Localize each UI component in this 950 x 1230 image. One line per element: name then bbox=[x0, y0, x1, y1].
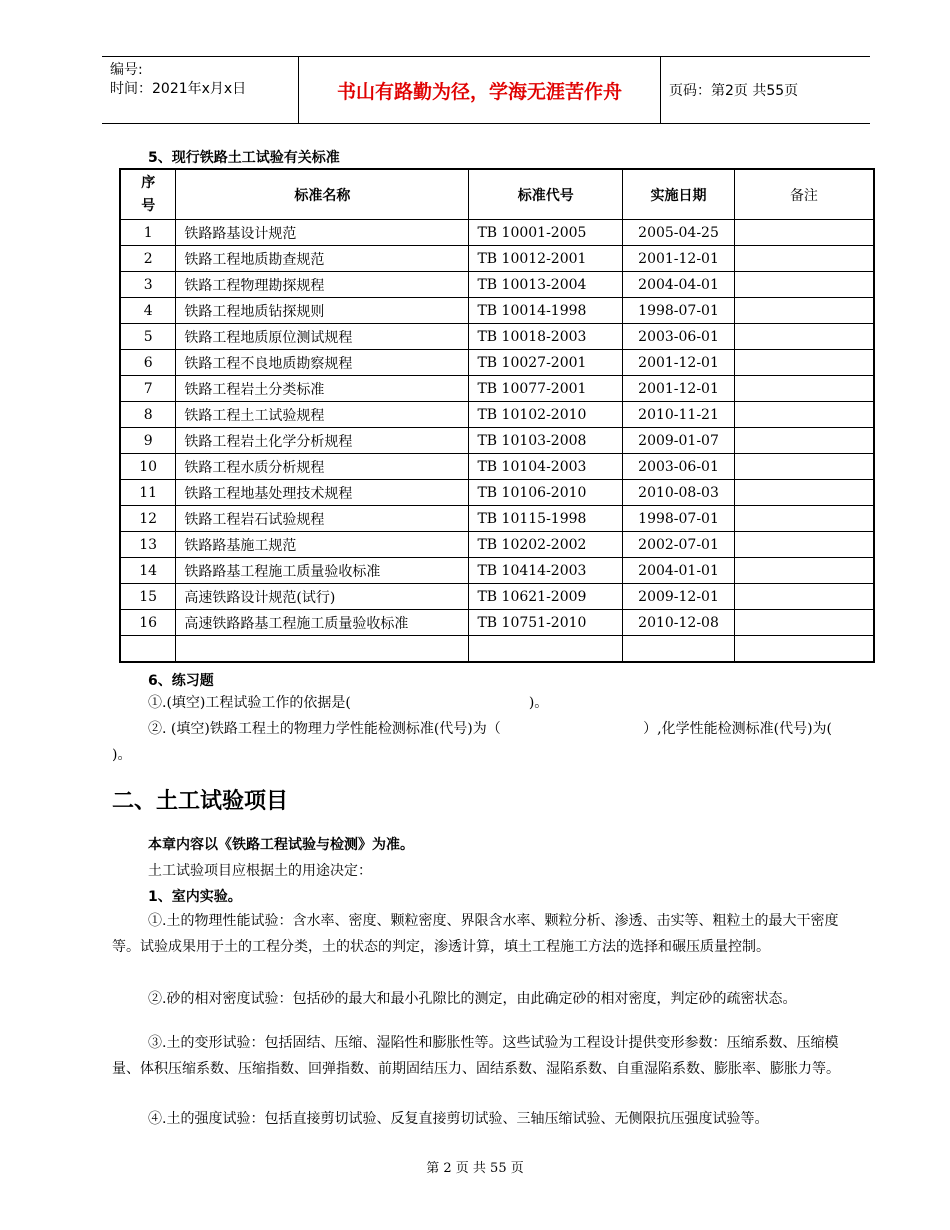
cell-code: TB 10027-2001 bbox=[469, 350, 623, 376]
cell-no: 1 bbox=[120, 220, 176, 246]
cell-code: TB 10414-2003 bbox=[469, 558, 623, 584]
cell-code: TB 10018-2003 bbox=[469, 324, 623, 350]
cell-code: TB 10621-2009 bbox=[469, 584, 623, 610]
cell-no: 5 bbox=[120, 324, 176, 350]
item-3: ③.土的变形试验：包括固结、压缩、湿陷性和膨胀性等。这些试验为工程设计提供变形参数：压缩系数、压缩模量、体积压缩系数、压缩指数、回弹指数、前期固结压力、固结系数、湿陷系数、自重湿陷系数、膨胀率、膨胀力等。 bbox=[112, 1035, 840, 1077]
cell-no: 15 bbox=[120, 584, 176, 610]
cell-no: 13 bbox=[120, 532, 176, 558]
cell-note bbox=[734, 428, 874, 454]
cell-name: 铁路工程水质分析规程 bbox=[176, 454, 469, 480]
col-header-no: 序号 bbox=[120, 169, 176, 220]
cell-note bbox=[734, 506, 874, 532]
cell-note bbox=[734, 558, 874, 584]
chapter-paragraph: 土工试验项目应根据土的用途决定： bbox=[148, 863, 372, 879]
table-row bbox=[120, 402, 874, 428]
cell-code: TB 10012-2001 bbox=[469, 246, 623, 272]
table-row bbox=[120, 272, 874, 298]
exercise-2: ②. (填空)铁路工程土的物理力学性能检测标准(代号)为（ ）,化学性能检测标准(代号)为( )。 bbox=[112, 721, 877, 763]
cell-note bbox=[734, 350, 874, 376]
cell-note bbox=[734, 454, 874, 480]
table-row bbox=[120, 454, 874, 480]
cell-no: 3 bbox=[120, 272, 176, 298]
cell-no: 11 bbox=[120, 480, 176, 506]
chapter-intro: 本章内容以《铁路工程试验与检测》为准。 bbox=[148, 837, 414, 853]
cell-no: 8 bbox=[120, 402, 176, 428]
cell-name: 铁路路基工程施工质量验收标准 bbox=[176, 558, 469, 584]
cell-no: 2 bbox=[120, 246, 176, 272]
cell-code: TB 10102-2010 bbox=[469, 402, 623, 428]
cell-date: 2010-11-21 bbox=[623, 402, 735, 428]
col-header-code: 标准代号 bbox=[469, 169, 623, 220]
cell-no: 6 bbox=[120, 350, 176, 376]
page-header bbox=[102, 56, 870, 124]
header-motto: 书山有路勤为径，学海无涯苦作舟 bbox=[336, 81, 622, 103]
cell-name: 铁路工程地基处理技术规程 bbox=[176, 480, 469, 506]
cell-date: 2010-12-08 bbox=[623, 610, 735, 636]
table-header-row bbox=[120, 169, 874, 220]
cell-date: 2002-07-01 bbox=[623, 532, 735, 558]
indoor-title: 1、室内实验。 bbox=[148, 889, 242, 905]
col-header-name: 标准名称 bbox=[176, 169, 469, 220]
cell-no: 16 bbox=[120, 610, 176, 636]
cell-name: 铁路工程地质勘查规范 bbox=[176, 246, 469, 272]
section-5-title: 5、现行铁路土工试验有关标准 bbox=[148, 150, 340, 166]
col-header-note: 备注 bbox=[734, 169, 874, 220]
table-row bbox=[120, 376, 874, 402]
header-time: 时间：2021年x月x日 bbox=[110, 81, 247, 97]
standards-table bbox=[119, 168, 875, 663]
cell-code: TB 10103-2008 bbox=[469, 428, 623, 454]
table-row bbox=[120, 558, 874, 584]
section-6-title: 6、练习题 bbox=[148, 673, 214, 689]
cell-date: 2001-12-01 bbox=[623, 350, 735, 376]
cell-no: 9 bbox=[120, 428, 176, 454]
cell-code: TB 10202-2002 bbox=[469, 532, 623, 558]
table-row bbox=[120, 428, 874, 454]
cell-note bbox=[734, 532, 874, 558]
cell-name: 铁路路基施工规范 bbox=[176, 532, 469, 558]
cell-date: 1998-07-01 bbox=[623, 506, 735, 532]
exercise-1: ①.(填空)工程试验工作的依据是( )。 bbox=[148, 695, 549, 711]
cell-code: TB 10104-2003 bbox=[469, 454, 623, 480]
cell-no: 4 bbox=[120, 298, 176, 324]
cell-name: 铁路工程地质原位测试规程 bbox=[176, 324, 469, 350]
cell-note bbox=[734, 610, 874, 636]
table-row bbox=[120, 584, 874, 610]
cell-code: TB 10106-2010 bbox=[469, 480, 623, 506]
header-number: 编号: bbox=[110, 62, 143, 78]
item-1: ①.土的物理性能试验：含水率、密度、颗粒密度、界限含水率、颗粒分析、渗透、击实等、粗粒土的最大干密度等。试验成果用于土的工程分类，土的状态的判定，渗透计算，填土工程施工方法的选择和碾压质量控制。 bbox=[112, 913, 839, 955]
table-row bbox=[120, 610, 874, 636]
table-row bbox=[120, 506, 874, 532]
cell-date: 2001-12-01 bbox=[623, 246, 735, 272]
cell-code: TB 10077-2001 bbox=[469, 376, 623, 402]
table-row bbox=[120, 480, 874, 506]
cell-date: 1998-07-01 bbox=[623, 298, 735, 324]
cell-name: 高速铁路路基工程施工质量验收标准 bbox=[176, 610, 469, 636]
cell-date: 2004-01-01 bbox=[623, 558, 735, 584]
cell-note bbox=[734, 298, 874, 324]
cell-date: 2005-04-25 bbox=[623, 220, 735, 246]
header-divider bbox=[660, 57, 661, 123]
table-row bbox=[120, 324, 874, 350]
cell-name: 铁路工程不良地质勘察规程 bbox=[176, 350, 469, 376]
cell-note bbox=[734, 402, 874, 428]
cell-date: 2003-06-01 bbox=[623, 454, 735, 480]
cell-date: 2004-04-01 bbox=[623, 272, 735, 298]
cell-date: 2001-12-01 bbox=[623, 376, 735, 402]
table-row bbox=[120, 220, 874, 246]
table-row-empty bbox=[120, 636, 874, 663]
cell-date: 2009-01-07 bbox=[623, 428, 735, 454]
cell-date: 2003-06-01 bbox=[623, 324, 735, 350]
cell-note bbox=[734, 272, 874, 298]
cell-code: TB 10013-2004 bbox=[469, 272, 623, 298]
cell-code: TB 10115-1998 bbox=[469, 506, 623, 532]
cell-note bbox=[734, 246, 874, 272]
cell-note bbox=[734, 376, 874, 402]
chapter-title: 二、土工试验项目 bbox=[112, 789, 289, 814]
cell-note bbox=[734, 584, 874, 610]
table-row bbox=[120, 298, 874, 324]
cell-name: 铁路路基设计规范 bbox=[176, 220, 469, 246]
table-row bbox=[120, 246, 874, 272]
cell-name: 高速铁路设计规范(试行) bbox=[176, 584, 469, 610]
item-4: ④.土的强度试验：包括直接剪切试验、反复直接剪切试验、三轴压缩试验、无侧限抗压强度试验等。 bbox=[148, 1111, 769, 1127]
cell-no: 14 bbox=[120, 558, 176, 584]
page-footer: 第 2 页 共 55 页 bbox=[426, 1161, 524, 1176]
cell-note bbox=[734, 324, 874, 350]
cell-code: TB 10751-2010 bbox=[469, 610, 623, 636]
cell-date: 2009-12-01 bbox=[623, 584, 735, 610]
cell-no: 12 bbox=[120, 506, 176, 532]
cell-no: 7 bbox=[120, 376, 176, 402]
item-2: ②.砂的相对密度试验：包括砂的最大和最小孔隙比的测定，由此确定砂的相对密度，判定砂的疏密状态。 bbox=[148, 991, 797, 1007]
cell-name: 铁路工程岩土化学分析规程 bbox=[176, 428, 469, 454]
cell-name: 铁路工程岩石试验规程 bbox=[176, 506, 469, 532]
cell-note bbox=[734, 220, 874, 246]
cell-name: 铁路工程岩土分类标准 bbox=[176, 376, 469, 402]
table-row bbox=[120, 350, 874, 376]
cell-no: 10 bbox=[120, 454, 176, 480]
cell-name: 铁路工程地质钻探规则 bbox=[176, 298, 469, 324]
header-meta bbox=[110, 61, 246, 99]
table-row bbox=[120, 532, 874, 558]
cell-note bbox=[734, 480, 874, 506]
header-page-info: 页码：第2页 共55页 bbox=[669, 83, 799, 99]
cell-code: TB 10014-1998 bbox=[469, 298, 623, 324]
cell-name: 铁路工程物理勘探规程 bbox=[176, 272, 469, 298]
cell-code: TB 10001-2005 bbox=[469, 220, 623, 246]
cell-name: 铁路工程土工试验规程 bbox=[176, 402, 469, 428]
cell-date: 2010-08-03 bbox=[623, 480, 735, 506]
col-header-date: 实施日期 bbox=[623, 169, 735, 220]
